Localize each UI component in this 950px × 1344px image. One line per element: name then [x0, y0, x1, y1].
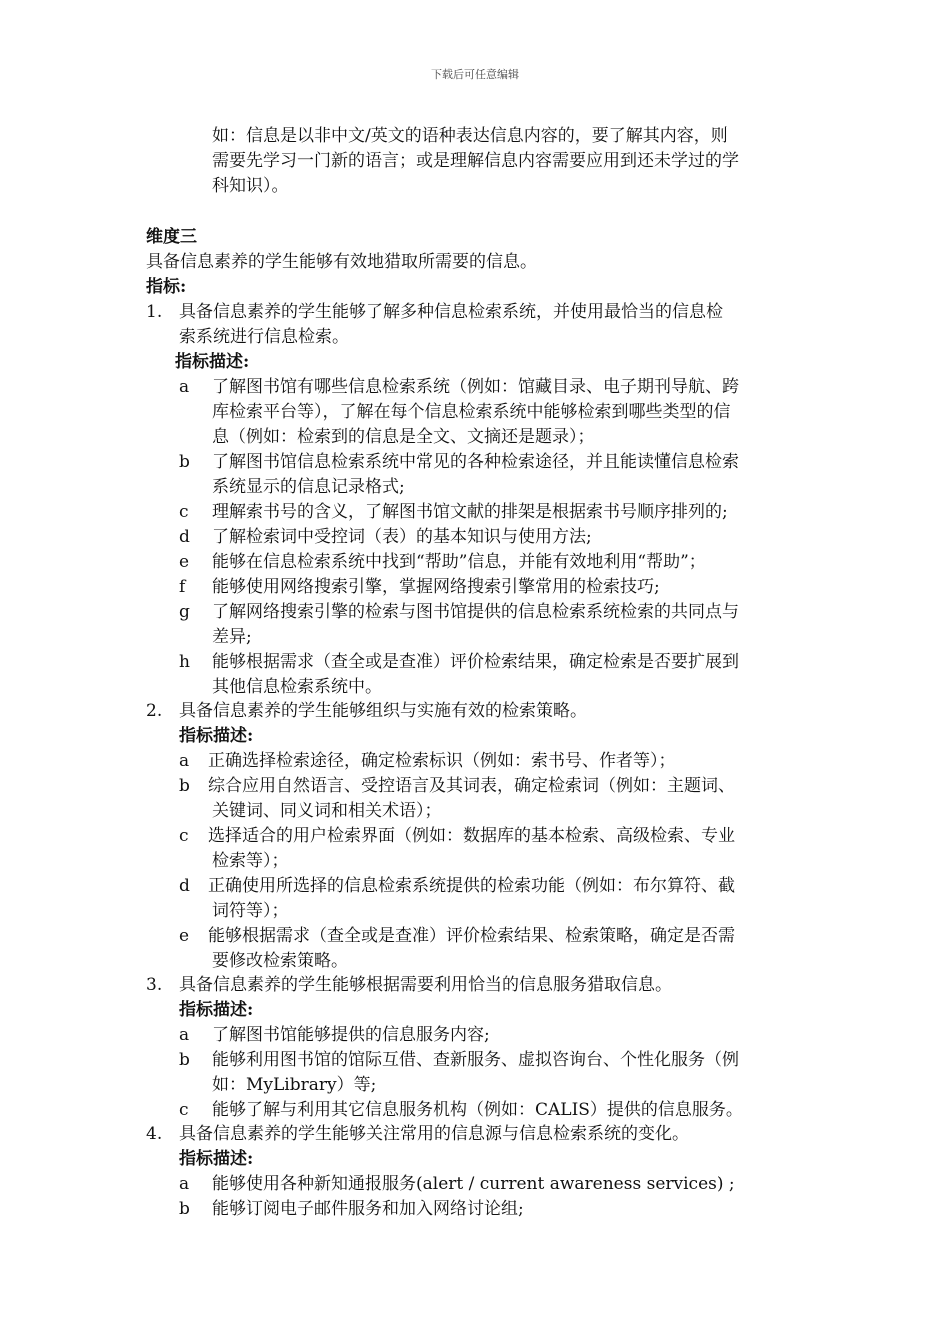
section-statement: 具备信息素养的学生能够有效地猎取所需要的信息。 — [146, 252, 537, 272]
item-text: 库检索平台等），了解在每个信息检索系统中能够检索到哪些类型的信 — [212, 402, 731, 422]
item-text: 息（例如：检索到的信息是全文、文摘还是题录）； — [212, 427, 595, 447]
item-text: 词符等）； — [212, 901, 289, 921]
item-text: 能够使用网络搜索引擎，掌握网络搜索引擎常用的检索技巧; — [212, 577, 660, 597]
item-letter: b — [179, 776, 190, 796]
item-text: 能够利用图书馆的馆际互借、查新服务、虚拟咨询台、个性化服务（例 — [212, 1050, 739, 1070]
item-letter: c — [179, 1100, 189, 1120]
item-text: 能够订阅电子邮件服务和加入网络讨论组; — [212, 1199, 524, 1219]
item-text: 选择适合的用户检索界面（例如：数据库的基本检索、高级检索、专业 — [208, 826, 735, 846]
indicator-text: 具备信息素养的学生能够根据需要利用恰当的信息服务猎取信息。 — [179, 975, 672, 995]
item-text: 综合应用自然语言、受控语言及其词表，确定检索词（例如：主题词、 — [208, 776, 735, 796]
indicator-text: 具备信息素养的学生能够了解多种信息检索系统，并使用最恰当的信息检 — [179, 302, 723, 322]
item-letter: e — [179, 926, 190, 946]
description-heading: 指标描述: — [175, 352, 250, 372]
item-text: 了解网络搜索引擎的检索与图书馆提供的信息检索系统检索的共同点与 — [212, 602, 739, 622]
item-letter: h — [179, 652, 190, 672]
item-letter: a — [179, 751, 190, 771]
item-text: 了解图书馆能够提供的信息服务内容; — [212, 1025, 490, 1045]
item-text: 了解检索词中受控词（表）的基本知识与使用方法; — [212, 527, 592, 547]
description-heading: 指标描述: — [179, 726, 254, 746]
item-letter: c — [179, 826, 189, 846]
item-text: 如：MyLibrary）等; — [212, 1075, 377, 1095]
description-heading: 指标描述: — [179, 1000, 254, 1020]
item-letter: b — [179, 1199, 190, 1219]
item-text: 了解图书馆信息检索系统中常见的各种检索途径，并且能读懂信息检索 — [212, 452, 739, 472]
item-letter: f — [179, 577, 186, 597]
item-text: 要修改检索策略。 — [212, 951, 348, 971]
item-text: 关键词、同义词和相关术语）； — [212, 801, 442, 821]
intro-line: 需要先学习一门新的语言；或是理解信息内容需要应用到还未学过的学 — [212, 151, 739, 171]
item-text: 能够了解与利用其它信息服务机构（例如：CALIS）提供的信息服务。 — [212, 1100, 743, 1120]
intro-line: 如：信息是以非中文/英文的语种表达信息内容的，要了解其内容，则 — [212, 126, 728, 146]
item-letter: a — [179, 1025, 190, 1045]
item-letter: a — [179, 377, 190, 397]
item-text: 能够在信息检索系统中找到“帮助”信息，并能有效地利用“帮助”； — [212, 552, 706, 572]
item-letter: d — [179, 876, 190, 896]
description-heading: 指标描述: — [179, 1149, 254, 1169]
item-text: 能够使用各种新知通报服务(alert / current awareness services) ; — [212, 1174, 735, 1194]
indicator-number: 2. — [146, 701, 163, 721]
item-letter: c — [179, 502, 189, 522]
item-letter: g — [179, 602, 190, 622]
item-text: 正确使用所选择的信息检索系统提供的检索功能（例如：布尔算符、截 — [208, 876, 735, 896]
indicator-text: 具备信息素养的学生能够组织与实施有效的检索策略。 — [179, 701, 587, 721]
indicator-text: 索系统进行信息检索。 — [179, 327, 349, 347]
item-letter: b — [179, 1050, 190, 1070]
indicator-heading: 指标: — [146, 277, 187, 297]
item-letter: b — [179, 452, 190, 472]
section-title: 维度三 — [146, 227, 197, 247]
item-text: 理解索书号的含义，了解图书馆文献的排架是根据索书号顺序排列的; — [212, 502, 728, 522]
item-text: 了解图书馆有哪些信息检索系统（例如：馆藏目录、电子期刊导航、跨 — [212, 377, 739, 397]
item-text: 正确选择检索途径，确定检索标识（例如：索书号、作者等）； — [208, 751, 676, 771]
item-text: 差异; — [212, 627, 252, 647]
item-letter: a — [179, 1174, 190, 1194]
item-text: 系统显示的信息记录格式; — [212, 477, 405, 497]
item-text: 能够根据需求（查全或是查准）评价检索结果、检索策略，确定是否需 — [208, 926, 735, 946]
item-text: 能够根据需求（查全或是查准）评价检索结果，确定检索是否要扩展到 — [212, 652, 739, 672]
item-letter: d — [179, 527, 190, 547]
item-letter: e — [179, 552, 190, 572]
indicator-number: 1. — [146, 302, 163, 322]
item-text: 其他信息检索系统中。 — [212, 677, 382, 697]
indicator-number: 3. — [146, 975, 163, 995]
indicator-number: 4. — [146, 1124, 163, 1144]
item-text: 检索等）； — [212, 851, 289, 871]
page-header: 下载后可任意编辑 — [431, 68, 519, 81]
intro-line: 科知识）。 — [212, 176, 289, 196]
indicator-text: 具备信息素养的学生能够关注常用的信息源与信息检索系统的变化。 — [179, 1124, 689, 1144]
